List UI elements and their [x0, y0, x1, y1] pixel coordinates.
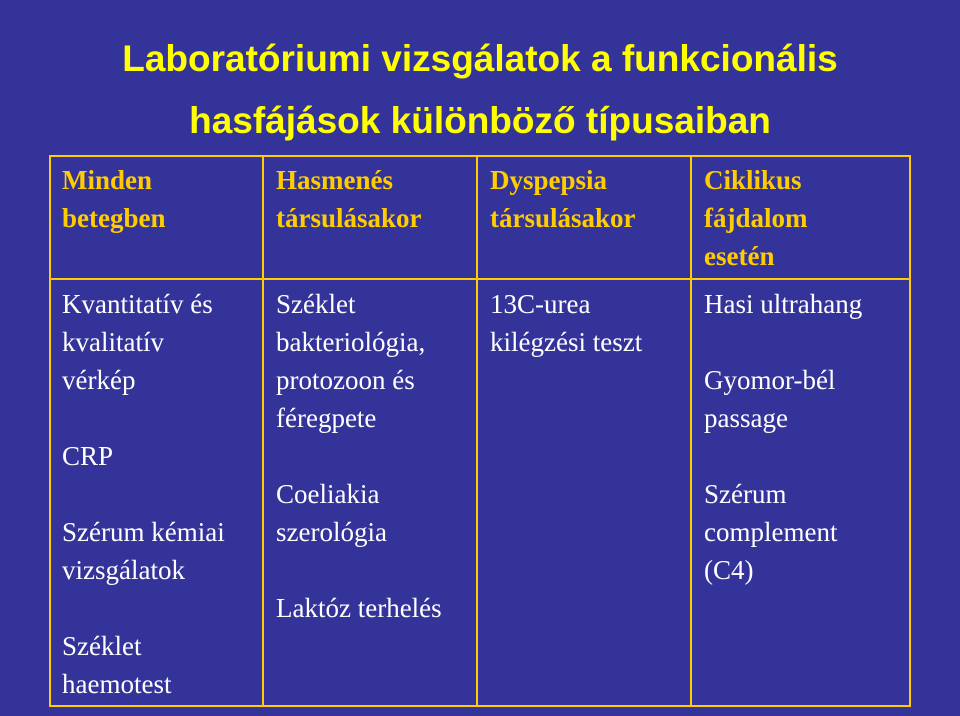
header-text: esetén — [704, 241, 775, 271]
body-cell-dyspepsia — [490, 285, 688, 361]
test-text: Hasi ultrahang — [704, 289, 863, 319]
test-item — [62, 513, 260, 589]
slide-title-line-1: Laboratóriumi vizsgálatok a funkcionális — [122, 38, 838, 79]
test-item — [704, 285, 907, 323]
header-cell-diarrhea — [276, 161, 471, 237]
test-item — [276, 589, 474, 627]
test-text: Széklet — [62, 631, 142, 661]
test-text: 13C-urea — [490, 289, 591, 319]
lab-tests-table — [49, 155, 911, 707]
table-border-left — [49, 155, 51, 707]
test-text: protozoon és — [276, 365, 415, 395]
table-border-right — [909, 155, 911, 707]
test-text: féregpete — [276, 403, 377, 433]
test-text: CRP — [62, 441, 114, 471]
column-divider-2 — [476, 155, 478, 707]
test-text: kvalitatív — [62, 327, 164, 357]
test-text: complement — [704, 517, 838, 547]
test-text: Szérum — [704, 479, 787, 509]
slide-title-line-2: hasfájások különböző típusaiban — [189, 100, 771, 141]
test-item — [490, 285, 688, 361]
test-text: (C4) — [704, 555, 754, 585]
test-item — [704, 361, 907, 437]
test-text: Coeliakia — [276, 479, 380, 509]
test-text: kilégzési teszt — [490, 327, 643, 357]
test-item — [62, 627, 260, 703]
column-divider-3 — [690, 155, 692, 707]
test-text: Kvantitatív és — [62, 289, 213, 319]
test-text: Széklet — [276, 289, 356, 319]
header-text: Hasmenés — [276, 165, 393, 195]
test-item — [276, 285, 474, 437]
test-text: szerológia — [276, 517, 387, 547]
header-text: betegben — [62, 203, 166, 233]
test-text: Szérum kémiai — [62, 517, 225, 547]
test-text: bakteriológia, — [276, 327, 426, 357]
test-item — [62, 285, 260, 399]
test-item — [62, 437, 260, 475]
header-text: Dyspepsia — [490, 165, 608, 195]
test-text: vérkép — [62, 365, 136, 395]
header-cell-all-patients — [62, 161, 257, 237]
header-text: Ciklikus — [704, 165, 802, 195]
test-text: vizsgálatok — [62, 555, 185, 585]
header-text: Minden — [62, 165, 153, 195]
test-item — [276, 475, 474, 551]
test-text: Gyomor-bél — [704, 365, 836, 395]
header-cell-cyclic-pain — [704, 161, 904, 275]
test-text: passage — [704, 403, 788, 433]
body-cell-cyclic-pain — [704, 285, 907, 589]
header-divider — [49, 278, 911, 280]
body-cell-all-patients — [62, 285, 260, 703]
test-text: Laktóz terhelés — [276, 593, 442, 623]
table-border-top — [49, 155, 911, 157]
header-text: társulásakor — [490, 203, 636, 233]
test-text: haemotest — [62, 669, 172, 699]
test-item — [704, 475, 907, 589]
body-cell-diarrhea — [276, 285, 474, 627]
column-divider-1 — [262, 155, 264, 707]
header-text: fájdalom — [704, 203, 808, 233]
header-text: társulásakor — [276, 203, 422, 233]
table-border-bottom — [49, 705, 911, 707]
header-cell-dyspepsia — [490, 161, 685, 237]
